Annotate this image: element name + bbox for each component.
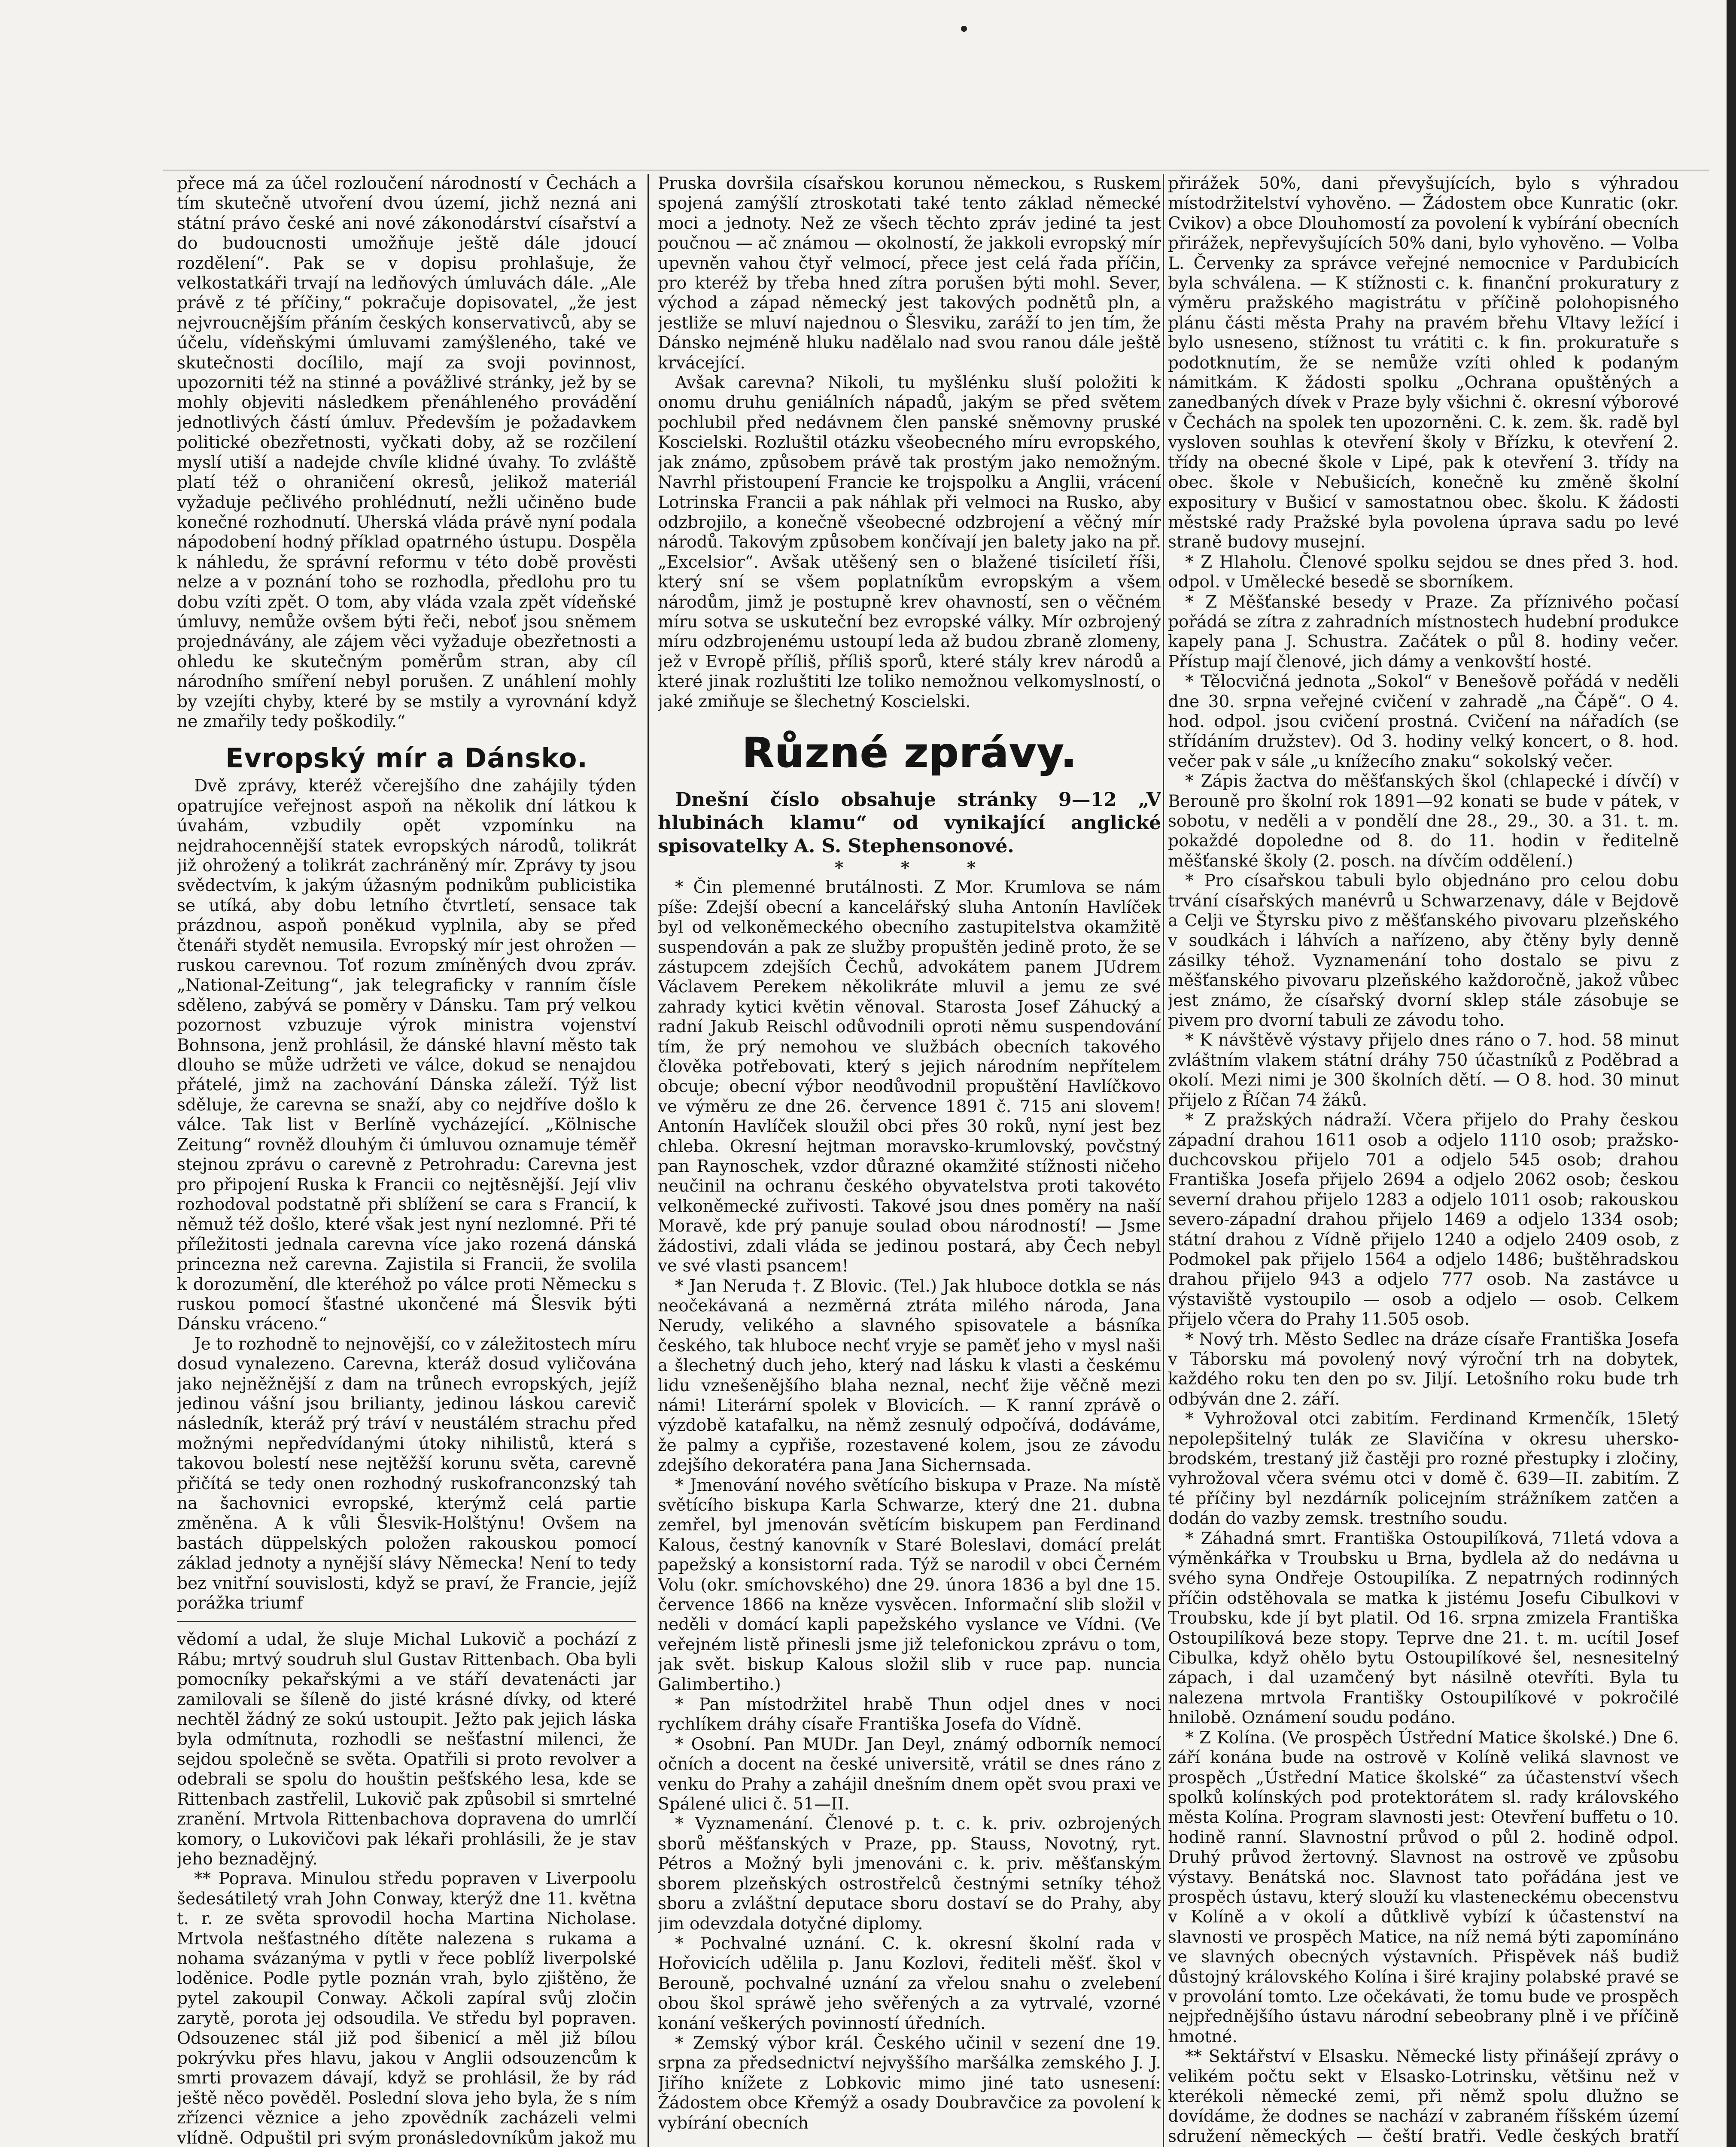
news-item: vědomí a udal, že sluje Michal Lukovič a pochází z Rábu; mrtvý soudruh slul Gustav Rittenbach. Oba byli pomocníky pekařskými a ve stáří devatenácti jar zamilovali se šíleně do jisté krásné dívky, od které nechtěl žádný ze sokú ustoupit. Ježto pak jejich láska byla odmítnuta, rozhodli se nešťastní milenci, že sejdou společně se světa. Opatřili si proto revolver a odebrali se spolu do houštin pešťského lesa, kde se Rittenbach zastřelil, Lukovič pak způsobil si smrtelné zranění. Mrtvola Rittenbachova dopravena do umrlčí komory, o Lukovičovi pak lékaři prohlásili, že je stav jeho beznadějný.: [177, 1630, 636, 1869]
article-paragraph: Dvě zprávy, kteréž včerejšího dne zahájily týden opatrujíce veřejnost aspoň na několik dní látkou k úvahám, vzbudily opět vzpomínku na nejdrahocennější statek evropských národů, tolikrát již ohrožený a tolikrát zachráněný mír. Zprávy ty jsou svědectvím, k jakým úžasným podnikům publicistika se utíká, aby dobu letního čtvrtletí, sensace tak prázdnou, aspoň poněkud vyplnila, aby se před čtenáři stydět nemusila. Evropský mír jest ohrožen — ruskou carevnou. Toť rozum zmíněných dvou zpráv. „National-Zeitung“, jak telegraficky v ranním čísle sděleno, zabývá se poměry v Dánsku. Tam prý velkou pozornost vzbuzuje výrok ministra vojenství Bohnsona, jenž prohlásil, že dánské hlavní město tak dlouho se může udržeti ve válce, dokud se nenajdou přátelé, jimž na zachování Dánska záleží. Týž list sděluje, že carevna se snaží, aby co nejdříve došlo k válce. Tak list v Berlíně vycházející. „Kölnische Zeitung“ rovněž dlouhým či úmluvou oznamuje téměř stejnou zprávu o carevně z Petrohradu: Carevna jest pro připojení Ruska k Francii co nejtěsnější. Její vliv rozhodoval podstatně při sblížení se cara s Francií, k němuž též došlo, které však jest nyní nezlomné. Při té příležitosti jednala carevna více jako rozená dánská princezna než carevna. Zajistila si Francii, že svolila k dorozumění, dle kteréhož po válce proti Německu s ruskou pomocí šťastné ukončené má Šlesvik býti Dánsku vráceno.“: [177, 776, 636, 1334]
print-speck: [961, 26, 967, 32]
news-item: * K návštěvě výstavy přijelo dnes ráno o 7. hod. 58 minut zvláštním vlakem státní dráhy 750 účastníků z Poděbrad a okolí. Mezi nimi je 300 školních dětí. — O 8. hod. 30 minut přijelo z Říčan 74 žáků.: [1168, 1031, 1679, 1110]
news-item: * Zemský výbor král. Českého učinil v sezení dne 19. srpna za předsednictví nejvyššího maršálka zemského J. J. Jiřího knížete z Lobkovic mimo jiné tato usnesení: Žádostem obce Křemýž a osady Doubravčice za povolení k vybírání obecních: [658, 2033, 1161, 2133]
news-item: * Z pražských nádraží. Včera přijelo do Prahy českou západní drahou 1611 osob a odjelo 1110 osob; pražsko-duchcovskou přijelo 701 a odjelo 545 osob; drahou Františka Josefa přijelo 2694 a odjelo 2062 osob; českou severní drahou přijelo 1283 a odjelo 1011 osob; rakouskou severo-západní drahou přijelo 1469 a odjelo 1334 osob; státní drahou z Vídně přijelo 1240 a odjelo 2409 osob, z Podmokel pak přijelo 1564 a odjelo 1486; buštěhradskou drahou přijelo 943 a odjelo 777 osob. Na zastávce u výstaviště vystoupilo — osob a odjelo — osob. Celkem přijelo včera do Prahy 11.505 osob.: [1168, 1110, 1679, 1329]
news-item: * Tělocvičná jednota „Sokol“ v Benešově pořádá v neděli dne 30. srpna veřejné cvičení v zahradě „na Čápě“. O 4. hod. odpol. jsou cvičení prostná. Cvičení na nářadích (se střídáním družstev). Od 3. hodiny velký koncert, o 8. hod. večer pak v sále „u knížecího znaku“ sokolský večer.: [1168, 672, 1679, 771]
news-item: * Vyznamenání. Členové p. t. c. k. priv. ozbrojených sborů měšťanských v Praze, pp. Stauss, Novotný, ryt. Pétros a Možný byli jmenováni c. k. priv. měšťanským sborem plzeňských ostrostřelců čestnými setníky téhož sboru a zvláštní deputace sboru dostaví se do Prahy, aby jim odevzdala dotyčné diplomy.: [658, 1814, 1161, 1934]
news-item: * Zápis žactva do měšťanských škol (chlapecké i dívčí) v Berouně pro školní rok 1891—92 konati se bude v pátek, v sobotu, v neděli a v pondělí dne 28., 29., 30. a 31. t. m. pokaždé dopoledne od 8. do 11. hodin v ředitelně měšťanské školy (2. posch. na dívčím oddělení.): [1168, 772, 1679, 871]
article-paragraph: přece má za účel rozloučení národností v Čechách a tím skutečně utvoření dvou území, jichž nezná ani státní právo české ani nové zákonodárství císařství a do budoucnosti umožňuje ještě dále jdoucí rozdělení“. Pak se v dopisu prohlašuje, že velkostatkáři trvají na ledňových úmluvách dále. „Ale právě z té příčiny,“ pokračuje dopisovatel, „že jest nejvroucnějším přáním českých konservativců, aby se účelu, vídeňskými úmluvami zamýšleného, také ve skutečnosti docílilo, mají za svoji povinnost, upozorniti též na stinné a povážlivé stránky, jež by se mohly objeviti následkem přenáhleného provádění jednotlivých částí úmluv. Především je požadavkem politické obezřetnosti, vyčkati doby, až se rozčilení myslí utiší a nadejde chvíle klidné úvahy. To zvláště platí též o ohraničení okresů, jelikož materiál vyžaduje pečlivého prohlédnutí, nežli učiněno bude konečné rozhodnutí. Uherská vláda právě nyní podala nápodobení hodný příklad opatrného ústupu. Dospěla k náhledu, že správní reformu v této době prověsti nelze a v poznání toho se rozhodla, předlohu pro tu dobu vzíti zpět. O tom, aby vláda vzala zpět vídeňské úmluvy, nemůže ovšem býti řeči, neboť jsou sněmem projednávány, ale zájem věci vyžaduje obezřetnosti a ohledu ke skutečným poměrům stran, aby cíl národního smíření nebyl porušen. Z unáhlení mohly by vzejíti chyby, které by se mstily a vyrovnání když ne zmařily tedy poškodily.“: [177, 174, 636, 731]
news-item: * Záhadná smrt. Františka Ostoupilíková, 71letá vdova a výměnkářka v Troubsku u Brna, bydlela až do nedávna u svého syna Ondřeje Ostoupilíka. Z nepatrných rodinných příčin odstěhovala se matka k jistému Josefu Cibulkovi v Troubsku, kde jí byt platil. Od 16. srpna zmizela Františka Ostoupilíková beze stopy. Teprve dne 21. t. m. ucítil Josef Cibulka, když ohělo bytu Ostoupilíkové šel, nesnesitelný zápach, i dal uzamčený byt násilně otevříti. Byla tu nalezena mrtvola Františky Ostoupilíkové v pokročilé hnilobě. Oznámení soudu podáno.: [1168, 1529, 1679, 1728]
column-1: [177, 174, 636, 2147]
article-paragraph: Je to rozhodně to nejnovější, co v záležitostech míru dosud vynalezeno. Carevna, kteráž dosud vyličována jako nejněžnější z dam na trůnech evropských, jejíž jedinou vášní jsou brilianty, jedinou láskou carevič následník, kteráž prý tráví v neustálém strachu před možnými nepředvídanými útoky nihilistů, která s takovou bolestí nese nejtěžší korunu světa, carevně přičítá se tedy onen rozhodný ruskofranconzský tah na šachovnici evropské, kterýmž celá partie změněna. A k vůli Šlesvik-Holštýnu! Ovšem na bastách düppelských položen rakouskou pomocí základ jednoty a nynější slávy Německa! Není to tedy bez vnitřní souvislosti, když se praví, že Francie, jejíž porážka triumf: [177, 1334, 636, 1613]
separator-stars: * * *: [834, 858, 1002, 878]
news-item: * Jmenování nového světícího biskupa v Praze. Na místě světícího biskupa Karla Schwarze, který dne 21. dubna zemřel, byl jmenován světícím biskupem pan Ferdinand Kalous, čestný kanovník v Staré Boleslavi, domácí prelát papežský a konsistorní rada. Týž se narodil v obci Černém Volu (okr. smíchovského) dne 29. února 1836 a byl dne 15. července 1866 na kněze vysvěcen. Informační slib složil v neděli v domácí kapli papežského vyslance ve Vídni. (Ve veřejném listě přinesli jsme již telefonickou zprávu o tom, jak svět. biskup Kalous složil slib v ruce pap. nuncia Galimbertiho.): [658, 1475, 1161, 1694]
news-item: * Pochvalné uznání. C. k. okresní školní rada v Hořovicích udělila p. Janu Kozlovi, řediteli měšť. škol v Berouně, pochvalné uznání za vřelou snahu o zvelebení obou škol spráwě jeho svěřených a za vytrvalé, vzorné konání veškerých povinností úředních.: [658, 1934, 1161, 2033]
top-rule: [163, 170, 1709, 171]
news-item: * Osobní. Pan MUDr. Jan Deyl, známý odborník nemocí očních a docent na české universitě, vrátil se dnes ráno z venku do Prahy a zahájil dnešním dnem opět svou praxi ve Spálené ulici č. 51—II.: [658, 1734, 1161, 1814]
page-edge-shadow: [1727, 0, 1736, 2147]
news-item: * Čin plemenné brutálnosti. Z Mor. Krumlova se nám píše: Zdejší obecní a kancelářský sluha Antonín Havlíček byl od velkoněmeckého obecního zastupitelstva okamžitě suspendován a pak ze služby propuštěn jedině proto, že se zástupcem zdejších Čechů, advokátem panem JUdrem Václavem Perekem několikráte mluvil a jemu ze své zahrady kytici květin věnoval. Starosta Josef Záhucký a radní Jakub Reischl odůvodnili oproti němu suspendování tím, že prý nemohou ve službách obecních takového člověka potřebovati, který s jejich národním nepřítelem obcuje; obecní výbor neodůvodnil propuštění Havlíčkovo ve výměru ze dne 26. července 1891 č. 715 ani slovem! Antonín Havlíček sloužil obci přes 30 roků, nyní jest bez chleba. Okresní hejtman moravsko-krumlovský, povčstný pan Raynoschek, vzdor důrazné okamžité stížnosti ničeho neučinil na ochranu českého obyvatelstva proti takovéto velkoněmecké zuřivosti. Takové jsou dnes poměry na naší Moravě, kde prý panuje soulad obou národností! — Jsme žádostivi, zdali vláda se jedinou postará, aby Čech nebyl ve své vlasti psancem!: [658, 878, 1161, 1276]
article-paragraph: Pruska dovršila císařskou korunou německou, s Ruskem spojená zamýšlí ztroskotati také tento základ německé moci a jednoty. Než ze všech těchto zpráv jediné ta jest poučnou — ač známou — okolností, že jakkoli evropský mír upevněn vahou čtyř velmocí, přece jest celá řada příčin, pro kteréž by třeba hned zítra porušen býti mohl. Sever, východ a západ německý jest takových podnětů pln, a jestliže se mluví najednou o Šlesviku, zaráží to jen tím, že Dánsko nejméně hluku nadělalo nad svou ranou dále ještě krvácející.: [658, 174, 1161, 373]
news-item: * Pro císařskou tabuli bylo objednáno pro celou dobu trvání císařských manévrů u Schwarzenavy, dále v Bejdově a Celji ve Štyrsku pivo z měšťanského pivovaru plzeňského v soudkách i láhvích a nařízeno, aby čtěny byly denně zásilky téhož. Vyznamenání toho dostalo se pivu z měšťanského pivovaru plzeňského každoročně, jakož vůbec jest známo, že císařský dvorní sklep stále zásobuje se pivem pro dvorní tabuli ze závodu toho.: [1168, 871, 1679, 1031]
section-divider: [177, 1621, 636, 1622]
news-item: * Z Kolína. (Ve prospěch Ústřední Matice školské.) Dne 6. září konána bude na ostrově v Kolíně veliká slavnost ve prospěch „Ústřední Matice školské“ za účastenství všech spolků kolínských pod protektorátem sl. rady královského města Kolína. Program slavnosti jest: Otevření buffetu o 10. hodině ranní. Slavnostní průvod o půl 2. hodině odpol. Druhý průvod žertovný. Slavnost na ostrově ve způsobu výstavy. Benátská noc. Slavnost tato pořádána jest ve prospěch ústavu, který slouží ku vlasteneckému obecenstvu v Kolíně a v okolí a důtklivě vybízí k účastenství na slavnosti ve prospěch Matice, na níž nemá býti zapomínáno ve slavných obecných výstavních. Přispěvek náš budiž důstojný královského Kolína i širé krajiny polabské pravé se v provolání tomto. Lze očekávati, že tomu bude ve prospěch nejpřednějšího ústavu národní sebeobrany plně i ve příčině hmotné.: [1168, 1728, 1679, 2047]
column-2: [658, 174, 1161, 2147]
news-item: * Jan Neruda †. Z Blovic. (Tel.) Jak hluboce dotkla se nás neočekávaná a nezměrná ztráta milého národa, Jana Nerudy, velikého a slavného spisovatele a básníka českého, tak hluboce nechť vryje se paměť jeho v mysl naši a šlechetný duch jeho, který nad lásku k vlasti a českému lidu vznešenějšího blaha neznal, nechť žije věčně mezi námi! Literární spolek v Blovicích. — K ranní zprávě o výzdobě katafalku, na němž zesnulý odpočívá, dodáváme, že palmy a cypřiše, rozestavené kolem, jsou ze závodu zdejšího dekoratéra pana Jana Sichernsada.: [658, 1276, 1161, 1475]
news-item: * Pan místodržitel hrabě Thun odjel dnes v noci rychlíkem dráhy císaře Františka Josefa do Vídně.: [658, 1695, 1161, 1734]
news-item: ** Sektářství v Elsasku. Německé listy přinášejí zprávy o velikém počtu sekt v Elsasko-Lotrinsku, většinu než v kterékoli německé zemi, při němž spolu dlužno se dovídáme, že dodnes se nachází v zabraném říšském území sdružení německých — čeští bratři. Vedle českých bratří: [1168, 2047, 1679, 2146]
news-item: * Z Hlaholu. Členové spolku sejdou se dnes před 3. hod. odpol. v Umělecké besedě se sborníkem.: [1168, 552, 1679, 592]
news-item: ** Poprava. Minulou středu popraven v Liverpoolu šedesátiletý vrah John Conway, kterýž dne 11. května t. r. ze světa sprovodil hocha Martina Nicholase. Mrtvola nešťastného dítěte nalezena s rukama a nohama svázanýma v pytli v řece poblíž liverpolské loděnice. Podle pytle poznán vrah, bylo zjištěno, že pytel zakoupil Conway. Ačkoli zapíral svůj zločin zarytě, porota jej odsoudila. Ve středu byl popraven. Odsouzenec stál již pod šibenicí a měl již bílou pokrývku přes hlavu, jakou v Anglii odsouzencům k smrti provazem dávají, když se prohlásil, že by rád ještě něco pověděl. Poslední slova jeho byla, že s ním zřízenci věznice a jeho zpovědník zacházeli velmi vlídně. Odpuštil pri svým pronásledovníkům jakož mu: [177, 1869, 636, 2147]
column-rule-left: [648, 174, 649, 2147]
news-item: * Nový trh. Město Sedlec na dráze císaře Františka Josefa v Táborsku má povolený nový výroční trh na dobytek, každého roku ten den po sv. Jiljí. Letošního roku bude trh odbýván dne 2. září.: [1168, 1329, 1679, 1409]
column-3: [1168, 174, 1679, 2147]
article-paragraph: Avšak carevna? Nikoli, tu myšlénku sluší položiti k onomu druhu geniálních nápadů, jakým se před světem pochlubil před nedávnem člen panské sněmovny pruské Koscielski. Rozluštil otázku všeobecného míru evropského, jak známo, způsobem právě tak prostým jako nemožným. Navrhl přistoupení Francie ke trojspolku a Anglii, vrácení Lotrinska Francii a pak náhlak při velmoci na Rusko, aby odzbrojilo, a konečně všeobecné odzbrojení a věčný mír národů. Takovým způsobem končívají jen balety jako na př. „Excelsior“. Avšak utěšený sen o blažené tisíciletí říši, který sní se všem poplatníkům evropským a všem národům, jimž je postupně krev ohavností, sen o věčném míru sotva se uskuteční bez evropské války. Mír ozbrojený míru odzbrojenému ustoupí leda až budou zbraně zlomeny, jež v Evropě příliš, příliš sporů, které stály krev národů a které jinak rozluštiti lze toliko nemožnou velkomyslností, o jaké zmiňuje se šlechetný Koscielski.: [658, 373, 1161, 712]
news-item: přirážek 50%, dani převyšujících, bylo s výhradou místodržitelství vyhověno. — Žádostem obce Kunratic (okr. Cvikov) a obce Dlouhomostí za povolení k vybírání obecních přirážek, nepřevyšujících 50% dani, bylo vyhověno. — Volba L. Červenky za správce veřejné nemocnice v Pardubicích byla schválena. — K stížnosti c. k. finanční prokuratury z výměru pražského magistrátu v příčině polohopisného plánu části města Prahy na pravém břehu Vltavy ležící i bylo usneseno, stížnost tu vrátiti c. k fin. prokuratuře s podotknutím, že se nemůže vzíti ohled k podaným námitkám. K žádosti spolku „Ochrana opuštěných a zanedbaných dívek v Praze byly všichni č. okresní výborové v Čechách na spolek ten upozorněni. C. k. zem. šk. radě byl vysloven souhlas k otevření školy v Břízku, k otevření 2. třídy na obecné škole v Lipé, pak k otevření 3. třídy na obec. škole v Nebušicích, konečně ku změně školní expositury v Bušicí v samostatnou obec. školu. K žádosti městské rady Pražské byla povolena úprava sadu po levé straně budovy musejní.: [1168, 174, 1679, 552]
news-item: * Z Měšťanské besedy v Praze. Za příznivého počasí pořádá se zítra z zahradních místnostech hudební produkce kapely pana J. Schustra. Začátek o půl 8. hodiny večer. Přístup mají členové, jich dámy a venkovští hosté.: [1168, 592, 1679, 672]
headline-ruzne-zpravy: Různé zprávy.: [742, 728, 1077, 777]
news-item: * Vyhrožoval otci zabitím. Ferdinand Krmenčík, 15letý nepolepšitelný tulák ze Slavičína v okresu uhersko-brodském, trestaný již častěji pro rozné přestupky i zločiny, vyhrožoval včera svému otci v domě č. 639—II. zabitím. Z té příčiny byl nezdárník policejním strážníkem zatčen a dodán do vazby zemsk. trestního soudu.: [1168, 1409, 1679, 1529]
supplement-notice: Dnešní číslo obsahuje stránky 9—12 „V hlubinách klamu“ od vynikající anglické spisovatelky A. S. Stephensonové.: [658, 788, 1161, 857]
headline-evropsky-mir: Evropský mír a Dánsko.: [225, 742, 588, 774]
column-rule-right: [1163, 174, 1164, 2147]
